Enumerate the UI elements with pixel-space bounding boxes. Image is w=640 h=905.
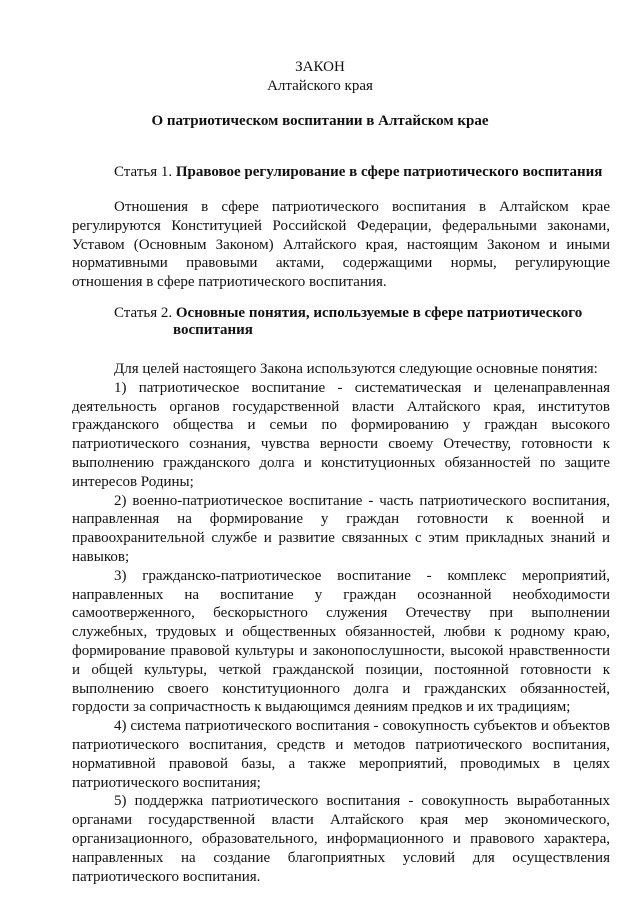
region-label: Алтайского края [267,78,373,94]
article-1-body [72,198,610,292]
article-2-title-line1: Основные понятия, используемые в сфере патриотического [175,305,583,321]
article-1-prefix: Статья 1. [114,164,173,180]
article-2-body [72,360,610,886]
article-1-heading [114,164,610,181]
definition-item-1: 1) патриотическое воспитание - систематическая и целенаправленная деятельность органов государственной власти Алтайского края, институтов гражданского общества и семьи по формированию у граждан высокого патриотического сознания, чувства верности своему Отечеству, готовности к выполнению гражданского долга и конституционных обязанностей по защите интересов Родины; [72,379,610,490]
definition-item-2: 2) военно-патриотическое воспитание - часть патриотического воспитания, направленная на формирование у граждан готовности к военной и правоохранительной службе и развитие связанных с этим прикладных знаний и навыков; [72,492,610,565]
article-2-title-line2: воспитания [173,322,253,338]
law-title: О патриотическом воспитании в Алтайском крае [151,113,489,129]
article-1-paragraph: Отношения в сфере патриотического воспитания в Алтайском крае регулируются Конституцией Российской Федерации, федеральными законами, Уставом (Основным Законом) Алтайского края, настоящим Законом и иными нормативными правовыми актами, содержащими нормы, регулирующие отношения в сфере патриотического воспитания. [72,199,610,291]
law-label: ЗАКОН [295,59,345,75]
article-2-heading [114,305,610,339]
definition-item-4: 4) система патриотического воспитания - совокупность субъектов и объектов патриотического воспитания, средств и методов патриотического воспитания, нормативной правовой базы, а также мероприятий, проводимых в целях патриотического воспитания; [72,718,610,791]
article-2-prefix: Статья 2. [114,305,173,321]
article-2-intro: Для целей настоящего Закона используются следующие основные понятия: [114,361,598,377]
article-1-title: Правовое регулирование в сфере патриотического воспитания [175,164,603,180]
definition-item-5: 5) поддержка патриотического воспитания - совокупность выработанных органами государственной власти Алтайского края мер экономического, организационного, образовательного, информационного и правового характера, направленных на создание благоприятных условий для осуществления патриотического воспитания. [72,793,610,885]
definition-item-3: 3) гражданско-патриотическое воспитание - комплекс мероприятий, направленных на воспитание у граждан осознанной необходимости самоотверженного, бескорыстного служения Отечеству при выполнении служебных, трудовых и общественных обязанностей, любви к родному краю, формирование правовой культуры и законопослушности, высокой нравственности и общей культуры, четкой гражданской позиции, постоянной готовности к выполнению своего конституционного долга и гражданских обязанностей, гордости за сопричастность к выдающимся деяниям предков и их традициям; [72,567,610,716]
